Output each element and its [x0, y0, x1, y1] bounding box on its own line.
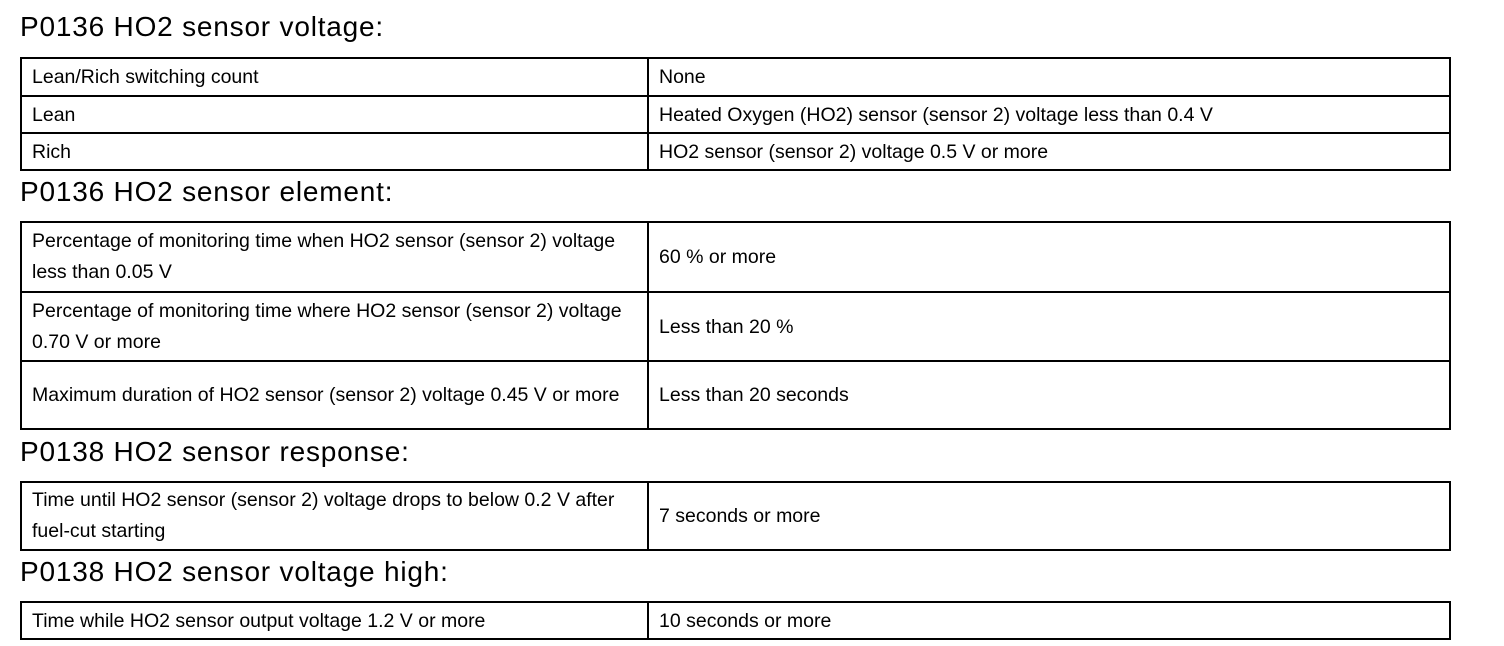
spec-table-p0138-response — [20, 481, 1451, 551]
table-row — [21, 361, 1450, 429]
condition-cell: Rich — [21, 133, 648, 170]
table-row — [21, 602, 1450, 639]
value-cell: Heated Oxygen (HO2) sensor (sensor 2) voltage less than 0.4 V — [648, 96, 1450, 133]
table-row — [21, 292, 1450, 361]
value-cell: None — [648, 58, 1450, 96]
value-cell: 7 seconds or more — [648, 482, 1450, 550]
spec-table-p0138-voltage-high — [20, 601, 1451, 640]
spec-table-p0136-element — [20, 221, 1451, 430]
value-cell: Less than 20 % — [648, 292, 1450, 361]
table-row — [21, 222, 1450, 292]
table-row — [21, 482, 1450, 550]
value-cell: HO2 sensor (sensor 2) voltage 0.5 V or more — [648, 133, 1450, 170]
condition-cell: Percentage of monitoring time where HO2 sensor (sensor 2) voltage 0.70 V or more — [21, 292, 648, 361]
section-title-p0136-voltage: P0136 HO2 sensor voltage: — [20, 11, 384, 42]
table-row — [21, 133, 1450, 170]
value-cell: Less than 20 seconds — [648, 361, 1450, 429]
condition-cell: Lean — [21, 96, 648, 133]
condition-cell: Time while HO2 sensor output voltage 1.2 V or more — [21, 602, 648, 639]
condition-cell: Maximum duration of HO2 sensor (sensor 2) voltage 0.45 V or more — [21, 361, 648, 429]
value-cell: 60 % or more — [648, 222, 1450, 292]
section-title-p0138-response: P0138 HO2 sensor response: — [20, 436, 410, 467]
condition-cell: Time until HO2 sensor (sensor 2) voltage drops to below 0.2 V after fuel-cut starting — [21, 482, 648, 550]
table-row — [21, 58, 1450, 96]
value-cell: 10 seconds or more — [648, 602, 1450, 639]
table-row — [21, 96, 1450, 133]
condition-cell: Percentage of monitoring time when HO2 sensor (sensor 2) voltage less than 0.05 V — [21, 222, 648, 292]
condition-cell: Lean/Rich switching count — [21, 58, 648, 96]
section-title-p0136-element: P0136 HO2 sensor element: — [20, 176, 394, 207]
spec-table-p0136-voltage — [20, 57, 1451, 171]
section-title-p0138-voltage-high: P0138 HO2 sensor voltage high: — [20, 556, 449, 587]
